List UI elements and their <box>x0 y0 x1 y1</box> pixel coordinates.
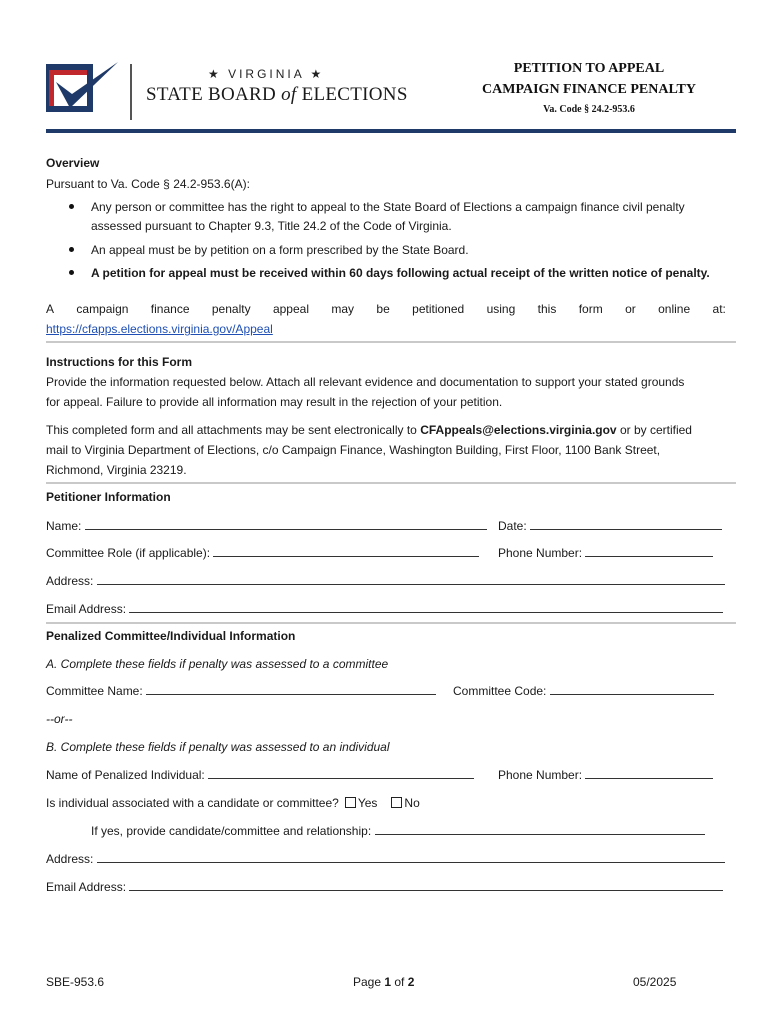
part-b-instruction: B. Complete these fields if penalty was assessed to an individual <box>46 740 390 754</box>
penalized-heading: Penalized Committee/Individual Information <box>46 629 296 643</box>
phone-label: Phone Number: <box>498 546 583 560</box>
sentence-word: petitioned <box>412 302 465 316</box>
bullet-3: A petition for appeal must be received within 60 days following actual receipt of the written notice of penalty. <box>91 266 710 280</box>
committee-role-row <box>46 543 479 563</box>
brand-virginia: ★ VIRGINIA ★ <box>208 67 325 81</box>
bullet-dot <box>69 270 74 275</box>
name-field[interactable] <box>85 516 487 530</box>
bullet-1-line-1: Any person or committee has the right to appeal to the State Board of Elections a campaign finance civil penalty <box>91 200 685 214</box>
bullet-dot <box>69 247 74 252</box>
committee-role-field[interactable] <box>213 543 479 557</box>
brand-state-board: STATE BOARD <box>146 84 277 105</box>
instructions-heading: Instructions for this Form <box>46 355 193 369</box>
header-rule <box>46 129 736 133</box>
sentence-word: form <box>578 302 603 316</box>
association-question: Is individual associated with a candidate or committee? <box>46 796 339 810</box>
committee-role-label: Committee Role (if applicable): <box>46 546 211 560</box>
title-code: Va. Code § 24.2-953.6 <box>543 104 635 115</box>
petitioner-date-row <box>498 516 722 536</box>
section-divider <box>46 341 736 343</box>
footer-page-number <box>353 973 414 991</box>
yes-checkbox[interactable] <box>345 797 356 808</box>
page-prefix: Page <box>353 975 385 989</box>
sentence-word: may <box>331 302 355 316</box>
instructions-para-1-line-1: Provide the information requested below. Attach all relevant evidence and documentation to support your stated grounds <box>46 375 685 389</box>
instructions-para-1-line-2: for appeal. Failure to provide all information may result in the rejection of your petition. <box>46 395 503 409</box>
individual-name-label: Name of Penalized Individual: <box>46 768 205 782</box>
petitioner-phone-row <box>498 543 713 563</box>
individual-email-row <box>46 877 723 897</box>
page-total: 2 <box>407 975 415 989</box>
sentence-word: this <box>537 302 557 316</box>
committee-name-field[interactable] <box>146 681 436 695</box>
title-line-2: CAMPAIGN FINANCE PENALTY <box>482 82 696 97</box>
overview-intro: Pursuant to Va. Code § 24.2-953.6(A): <box>46 177 250 191</box>
committee-name-label: Committee Name: <box>46 684 143 698</box>
page-current: 1 <box>384 975 392 989</box>
instructions-para-2-line-2: mail to Virginia Department of Elections, c/o Campaign Finance, Washington Building, First Floor, 1100 Bank Street, <box>46 443 661 457</box>
footer-form-code: SBE-953.6 <box>46 975 105 989</box>
appeals-email[interactable]: CFAppeals@elections.virginia.gov <box>420 423 617 437</box>
yes-label: Yes <box>357 796 378 810</box>
sentence-word: at: <box>712 302 726 316</box>
section-divider <box>46 622 736 624</box>
name-label: Name: <box>46 519 82 533</box>
association-question-row <box>46 793 420 813</box>
individual-address-field[interactable] <box>97 849 725 863</box>
relationship-row <box>91 821 705 841</box>
sentence-word: online <box>658 302 691 316</box>
individual-phone-field[interactable] <box>585 765 713 779</box>
no-checkbox[interactable] <box>391 797 402 808</box>
individual-email-label: Email Address: <box>46 880 127 894</box>
petitioner-name-row <box>46 516 487 536</box>
individual-phone-row <box>498 765 713 785</box>
committee-code-field[interactable] <box>550 681 714 695</box>
individual-name-field[interactable] <box>208 765 474 779</box>
virginia-elections-checkmark-logo <box>46 60 122 118</box>
brand-of: of <box>281 84 297 105</box>
sentence-word: or <box>625 302 636 316</box>
sentence-word: be <box>376 302 390 316</box>
page-mid: of <box>391 975 408 989</box>
phone-field[interactable] <box>585 543 713 557</box>
online-petition-sentence <box>46 299 726 319</box>
committee-code-row <box>453 681 714 701</box>
or-separator: --or-- <box>46 712 73 726</box>
part-a-instruction: A. Complete these fields if penalty was assessed to a committee <box>46 657 389 671</box>
form-title-block <box>469 58 709 118</box>
address-label: Address: <box>46 574 94 588</box>
submission-text: or by certified <box>616 423 692 437</box>
bullet-2: An appeal must be by petition on a form prescribed by the State Board. <box>91 243 469 257</box>
logo-divider <box>130 64 132 120</box>
individual-phone-label: Phone Number: <box>498 768 583 782</box>
email-label: Email Address: <box>46 602 127 616</box>
no-label: No <box>404 796 420 810</box>
petitioner-heading: Petitioner Information <box>46 490 171 504</box>
bullet-1-line-2: assessed pursuant to Chapter 9.3, Title 24.2 of the Code of Virginia. <box>91 219 452 233</box>
submission-text: This completed form and all attachments may be sent electronically to <box>46 423 421 437</box>
overview-heading: Overview <box>46 156 100 170</box>
brand-elections: ELECTIONS <box>301 84 408 105</box>
sentence-word: appeal <box>272 302 309 316</box>
email-field[interactable] <box>129 599 723 613</box>
instructions-para-2-line-3: Richmond, Virginia 23219. <box>46 463 187 477</box>
date-label: Date: <box>498 519 527 533</box>
sentence-word: A <box>46 302 55 316</box>
bullet-dot <box>69 204 74 209</box>
sentence-word: campaign <box>76 302 129 316</box>
section-divider <box>46 482 736 484</box>
individual-address-row <box>46 849 725 869</box>
individual-name-row <box>46 765 474 785</box>
sentence-word: using <box>486 302 516 316</box>
brand-name <box>146 84 408 106</box>
relationship-label: If yes, provide candidate/committee and relationship: <box>91 824 372 838</box>
date-field[interactable] <box>530 516 722 530</box>
petitioner-email-row <box>46 599 723 619</box>
appeal-online-link[interactable]: https://cfapps.elections.virginia.gov/Appeal <box>46 322 273 336</box>
footer-revision-date: 05/2025 <box>633 975 677 989</box>
sentence-word: penalty <box>211 302 251 316</box>
relationship-field[interactable] <box>375 821 705 835</box>
address-field[interactable] <box>97 571 725 585</box>
petitioner-address-row <box>46 571 725 591</box>
title-line-1: PETITION TO APPEAL <box>513 61 665 76</box>
instructions-para-2-line-1 <box>46 420 692 440</box>
individual-address-label: Address: <box>46 852 94 866</box>
committee-code-label: Committee Code: <box>453 684 547 698</box>
sentence-word: finance <box>150 302 190 316</box>
committee-name-row <box>46 681 436 701</box>
individual-email-field[interactable] <box>129 877 723 891</box>
